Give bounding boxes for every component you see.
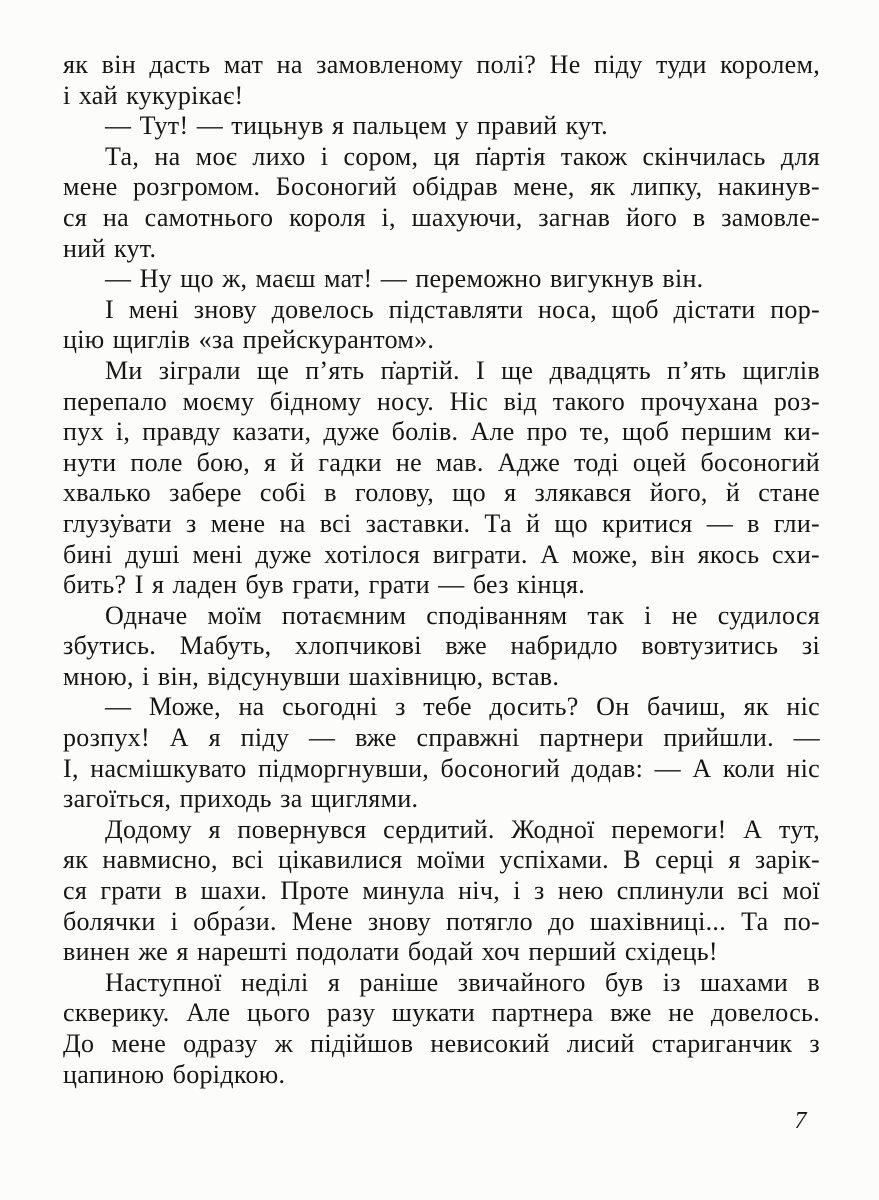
text-line: глузу̇вати з мене на всі заставки. Та й що критися — в гли- (63, 508, 820, 538)
text-line: Та, на моє лихо і сором, ця п̇артія також скінчилась для (105, 141, 820, 171)
page-text-block (63, 50, 820, 1090)
text-line: розпух! А я піду — вже справжні партнери прийшли. — (63, 723, 820, 753)
paragraph (63, 111, 820, 142)
text-line: Одначе моїм потаємним сподіванням так і не судилося (105, 600, 820, 630)
text-line: як він дасть мат на замовленому полі? Не піду туди королем, (63, 50, 820, 79)
text-line: цапиною борідкою. (63, 1059, 286, 1089)
text-line: мною, і він, відсунувши шахівницю, встав. (63, 661, 560, 691)
text-line: І, насмішкувато підморгнувши, босоногий додав: — А коли ніс (63, 753, 820, 783)
text-line: — Тут! — тицьнув я пальцем у правий кут. (105, 111, 608, 141)
page-number: 7 (794, 1108, 807, 1134)
text-line: До мене одразу ж підійшов невисокий лисий стариганчик з (63, 1029, 820, 1058)
text-line: — Може, на сьогодні з тебе досить? Он бачиш, як ніс (105, 692, 820, 722)
text-line: — Ну що ж, маєш мат! — переможно вигукнув він. (105, 264, 704, 294)
paragraph (63, 692, 820, 814)
text-line: і хай кукурікає! (63, 80, 244, 110)
paragraph (63, 356, 820, 601)
text-line: як навмисно, всі цікавилися моїми успіхами. В серці я зарік- (63, 845, 820, 875)
paragraph (63, 295, 820, 356)
paragraph (63, 601, 820, 693)
text-line: бить? І я ладен був грати, грати — без кінця. (63, 570, 586, 600)
text-line: бині душі мені дуже хотілося виграти. А може, він якось схи- (63, 539, 820, 569)
text-line: перепало моєму бідному носу. Ніс від такого прочухана роз- (63, 386, 820, 416)
text-line: збутись. Мабуть, хлопчикові вже набридло вовтузитись зі (63, 631, 820, 661)
paragraph (63, 142, 820, 264)
text-line: ся на самотнього короля і, шахуючи, загнав його в замовле- (63, 202, 820, 232)
text-line: ся грати в шахи. Проте минула ніч, і з нею сплинули всі мої (63, 876, 820, 906)
text-line: цію щиглів «за прейскурантом». (63, 325, 435, 355)
text-line: І мені знову довелось підставляти носа, щоб дістати пор- (105, 294, 820, 324)
text-line: мене розгромом. Босоногий обідрав мене, як липку, накинув- (63, 172, 820, 202)
text-line: винен же я нарешті подолати бодай хоч перший східець! (63, 937, 718, 967)
text-line: Додому я повернувся сердитий. Жодної перемоги! А тут, (105, 814, 820, 844)
text-line: пух і, правду казати, дуже болів. Але про те, щоб першим ки- (63, 417, 820, 447)
paragraph (63, 815, 820, 968)
text-line: Наступної неділі я раніше звичайного був із шахами в (105, 967, 820, 997)
text-line: болячки і обра́зи. Мене знову потягло до шахівниці... Та по- (63, 906, 820, 936)
paragraph (63, 968, 820, 1090)
text-line: скверику. Але цього разу шукати партнера вже не довелось. (63, 998, 820, 1028)
text-line: хвалько забере собі в голову, що я злякався його, й стане (63, 478, 820, 508)
text-line: загоїться, приходь за щиглями. (63, 784, 419, 814)
text-line: нути поле бою, я й гадки не мав. Адже тоді оцей босоногий (63, 447, 820, 477)
paragraph (63, 50, 820, 111)
text-line: Ми зіграли ще п’ять п̇артій. І ще двадцять п’ять щиглів (105, 355, 820, 385)
paragraph (63, 264, 820, 295)
text-line: ний кут. (63, 233, 157, 263)
